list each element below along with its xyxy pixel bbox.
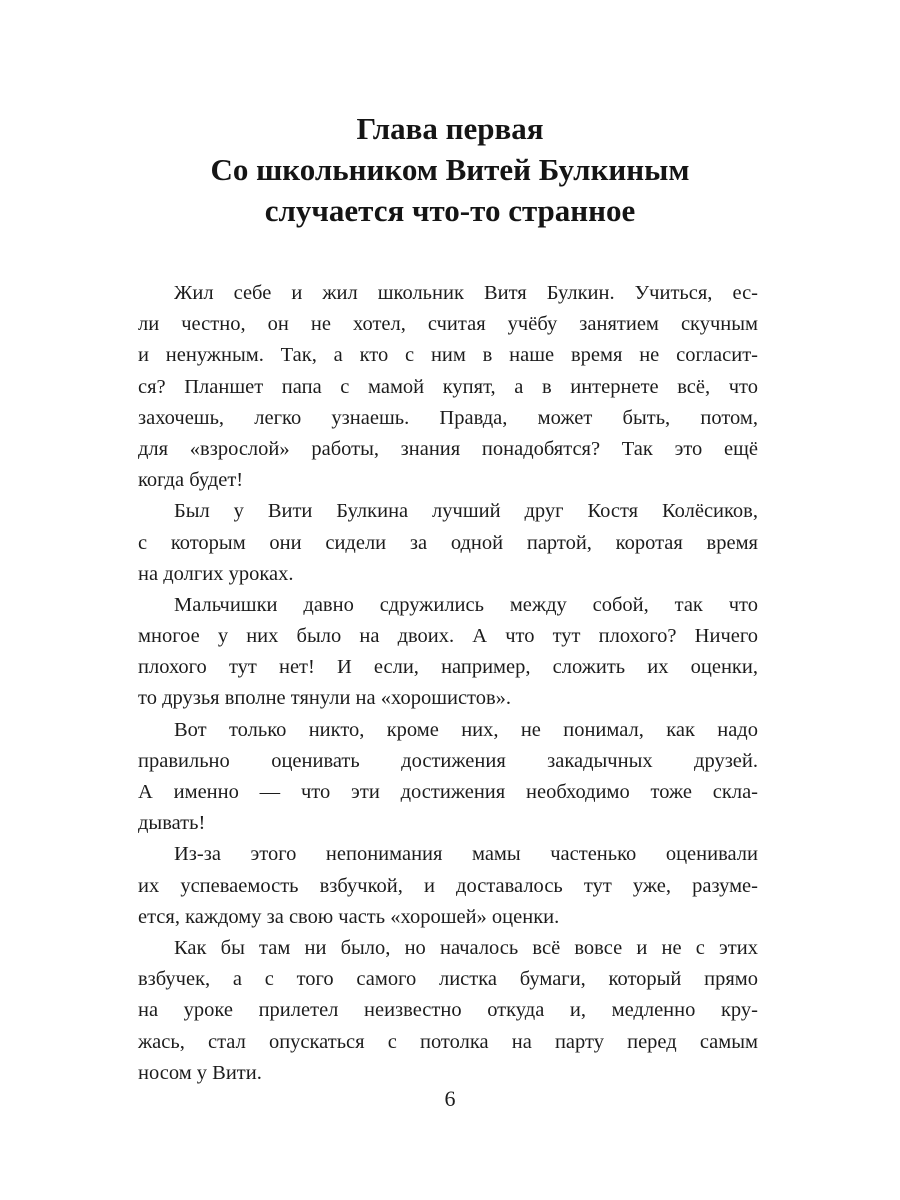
text-line: взбучек, а с того самого листка бумаги, который прямо (138, 968, 758, 991)
page-number: 6 (444, 1086, 456, 1111)
text-line: Был у Вити Булкина лучший друг Костя Колёсиков, (174, 500, 758, 523)
text-line: плохого тут нет! И если, например, сложить их оценки, (138, 656, 758, 679)
text-line: Вот только никто, кроме них, не понимал, как надо (174, 718, 758, 741)
text-line: захочешь, легко узнаешь. Правда, может быть, потом, (138, 406, 758, 429)
text-line: ется, каждому за свою часть «хорошей» оценки. (138, 905, 560, 928)
text-line: их успеваемость взбучкой, и доставалось тут уже, разуме- (138, 874, 758, 897)
body-text (138, 278, 758, 1089)
text-line: правильно оценивать достижения закадычных друзей. (138, 749, 758, 772)
text-line: носом у Вити. (138, 1061, 262, 1084)
text-line: ся? Планшет папа с мамой купят, а в интернете всё, что (138, 375, 758, 398)
chapter-title-line: случается что-то странное (264, 193, 636, 228)
text-line: для «взрослой» работы, знания понадобятся? Так это ещё (138, 437, 758, 460)
chapter-title-line: Глава первая (356, 111, 544, 146)
text-line: Жил себе и жил школьник Витя Булкин. Учиться, ес- (174, 282, 758, 304)
text-line: с которым они сидели за одной партой, коротая время (138, 531, 758, 554)
text-line: А именно — что эти достижения необходимо тоже скла- (138, 781, 758, 803)
text-line: Мальчишки давно сдружились между собой, так что (174, 593, 758, 616)
text-line: то друзья вполне тянули на «хорошистов». (138, 687, 512, 710)
text-line: дывать! (138, 812, 206, 835)
text-line: многое у них было на двоих. А что тут плохого? Ничего (138, 625, 758, 648)
chapter-title-line: Со школьником Витей Булкиным (210, 152, 690, 187)
text-line: на долгих уроках. (138, 562, 294, 585)
chapter-title (0, 108, 900, 231)
text-line: и ненужным. Так, а кто с ним в наше время не согласит- (138, 344, 758, 367)
text-line: на уроке прилетел неизвестно откуда и, медленно кру- (138, 999, 758, 1022)
text-line: Как бы там ни было, но началось всё вовсе и не с этих (174, 936, 758, 959)
text-line: когда будет! (138, 469, 244, 492)
text-line: Из-за этого непонимания мамы частенько оценивали (174, 843, 758, 866)
text-line: жась, стал опускаться с потолка на парту перед самым (138, 1030, 758, 1053)
text-line: ли честно, он не хотел, считая учёбу занятием скучным (138, 313, 758, 336)
